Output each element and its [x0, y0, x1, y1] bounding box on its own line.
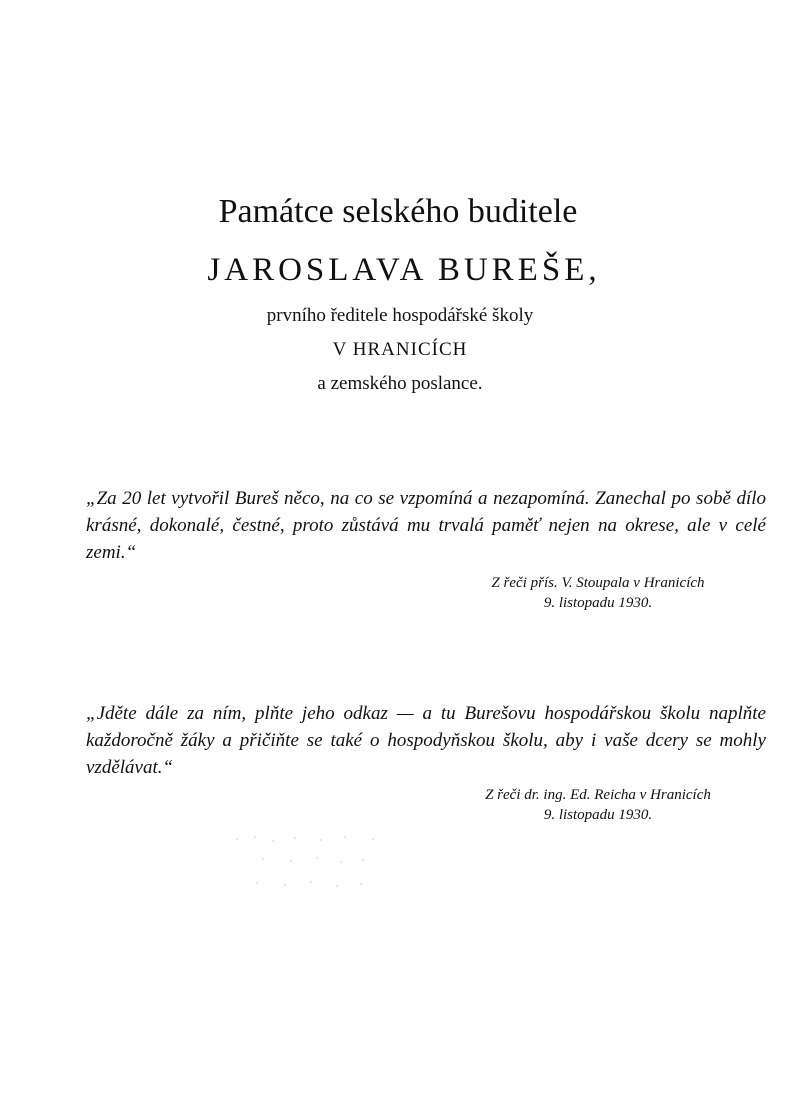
quote-stoupal: „Za 20 let vytvořil Bureš něco, na co se vzpomíná a nezapomíná. Zanechal po sobě dílo krásné, dokonalé, čestné, proto zůstává mu trvalá paměť nejen na okrese, ale v celé zemi.“	[86, 488, 766, 563]
dedication-name: JAROSLAVA BUREŠE,	[207, 252, 601, 288]
attribution-stoupal	[428, 573, 768, 613]
dedication-title: Památce selského buditele	[218, 193, 578, 230]
quote-reich: „Jděte dále za ním, plňte jeho odkaz — a tu Burešovu hospodářskou školu naplňte každoročně žáky a přičiňte se také o hospodyňskou školu, aby i vaše dcery se mohly vzdělávat.“	[86, 703, 766, 778]
dedication-mp: a zemského poslance.	[317, 373, 483, 394]
dedication-role: prvního ředitele hospodářské školy	[266, 305, 534, 326]
attribution-stoupal-line1: Z řeči přís. V. Stoupala v Hranicích	[491, 575, 705, 591]
dedication-place: V HRANICÍCH	[332, 339, 468, 360]
attribution-reich-line1: Z řeči dr. ing. Ed. Reicha v Hranicích	[485, 787, 711, 803]
attribution-stoupal-line2: 9. listopadu 1930.	[543, 595, 653, 611]
attribution-reich-line2: 9. listopadu 1930.	[543, 807, 653, 823]
faded-stamp-mark	[232, 828, 402, 898]
attribution-reich	[428, 785, 768, 825]
